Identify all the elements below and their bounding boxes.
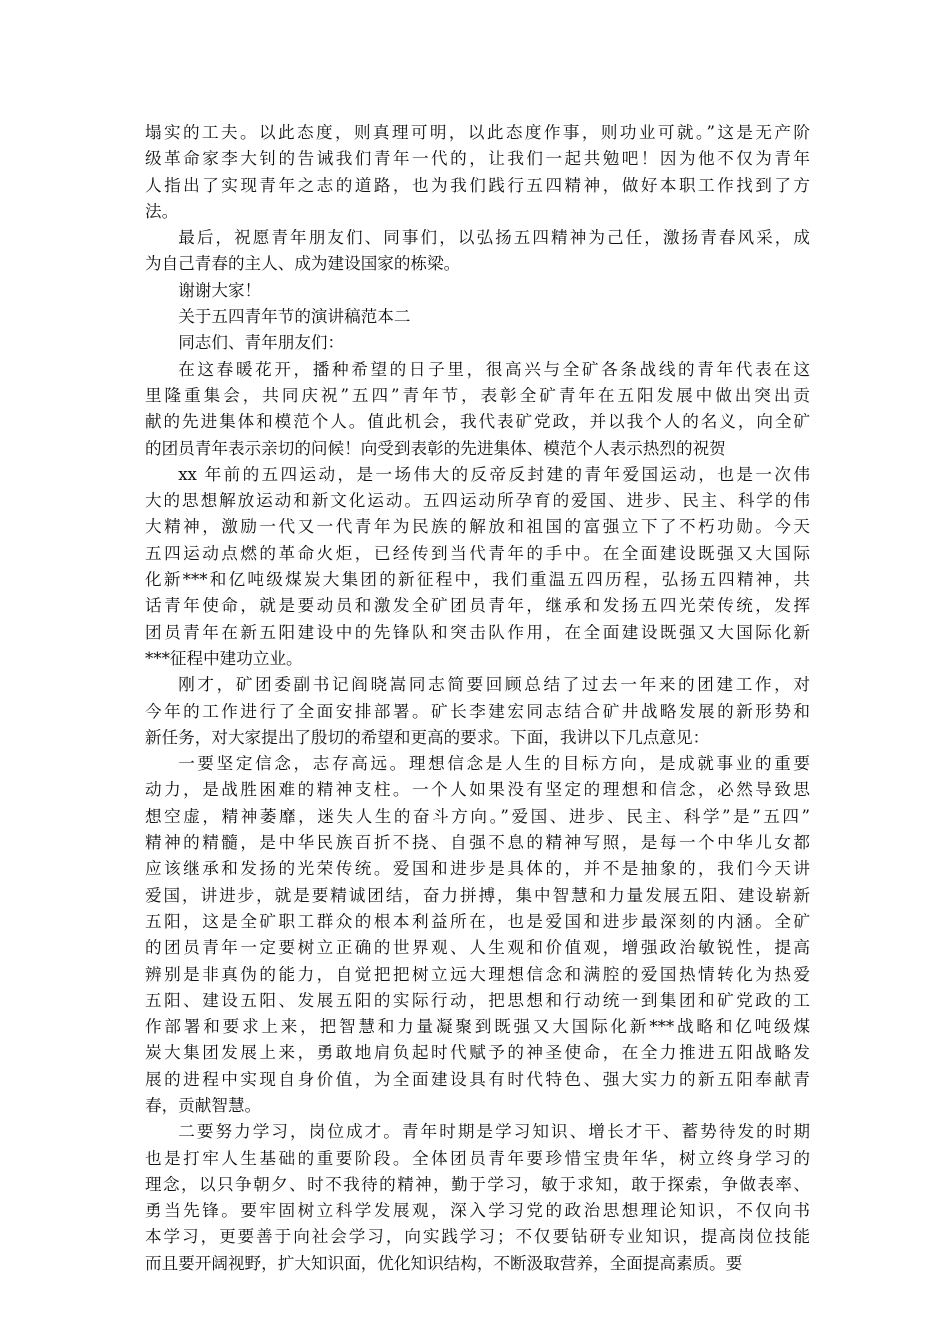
text-line: 同志们、青年朋友们： (178, 333, 345, 353)
text-line: 为自己青春的主人、成为建设国家的栋梁。 (145, 254, 461, 274)
text-line: 二要努力学习，岗位成才。青年时期是学习知识、增长才干、蓄势待发的时期 (178, 1122, 810, 1142)
text-line: 在这春暖花开，播种希望的日子里，很高兴与全矿各条战线的青年代表在这 (178, 359, 810, 379)
text-line: 大精神，激励一代又一代青年为民族的解放和祖国的富强立下了不朽功勋。今天 (145, 517, 810, 537)
text-line: 应该继承和发扬的光荣传统。爱国和进步是具体的，并不是抽象的，我们今天讲 (145, 859, 810, 879)
text-line: 刚才，矿团委副书记阎晓嵩同志简要回顾总结了过去一年来的团建工作，对 (178, 675, 810, 695)
text-line: 作部署和要求上来，把智慧和力量凝聚到既强又大国际化新***战略和亿吨级煤 (145, 1017, 810, 1037)
text-line: 辨别是非真伪的能力，自觉把把树立远大理想信念和满腔的爱国热情转化为热爱 (145, 964, 810, 984)
text-line: 里隆重集会，共同庆祝”五四”青年节，表彰全矿青年在五阳发展中做出突出贡 (145, 385, 810, 405)
paragraph (145, 751, 810, 1119)
text-line: 一要坚定信念，志存高远。理想信念是人生的目标方向，是成就事业的重要 (178, 754, 810, 774)
text-line: 勇当先锋。要牢固树立科学发展观，深入学习党的政治思想理论知识，不仅向书 (145, 1201, 810, 1221)
paragraph (145, 357, 810, 462)
text-line: 展的进程中实现自身价值，为全面建设具有时代特色、强大实力的新五阳奉献青 (145, 1069, 810, 1089)
text-line: 的团员青年一定要树立正确的世界观、人生观和价值观，增强政治敏锐性，提高 (145, 938, 810, 958)
paragraph (145, 225, 810, 278)
paragraph (145, 330, 810, 356)
paragraph (145, 304, 810, 330)
paragraph (145, 462, 810, 672)
text-line: 动力，是战胜困难的精神支柱。一个人如果没有坚定的理想和信念，必然导致思 (145, 780, 810, 800)
text-line: 新任务，对大家提出了殷切的希望和更高的要求。下面，我讲以下几点意见： (145, 727, 710, 747)
text-line: 也是打牢人生基础的重要阶段。全体团员青年要珍惜宝贵年华，树立终身学习的 (145, 1148, 810, 1168)
text-line: 话青年使命，就是要动员和激发全矿团员青年，继承和发扬五四光荣传统，发挥 (145, 596, 810, 616)
text-line: 想空虚，精神萎靡，迷失人生的奋斗方向。”爱国、进步、民主、科学”是”五四” (145, 806, 810, 826)
text-line: xx 年前的五四运动，是一场伟大的反帝反封建的青年爱国运动，也是一次伟 (178, 464, 810, 484)
paragraph (145, 1119, 810, 1277)
text-line: 塌实的工夫。以此态度，则真理可明，以此态度作事，则功业可就。”这是无产阶 (145, 123, 810, 142)
text-line: 大的思想解放运动和新文化运动。五四运动所孕育的爱国、进步、民主、科学的伟 (145, 491, 810, 511)
paragraph (145, 120, 810, 225)
text-line: 的团员青年表示亲切的问候！向受到表彰的先进集体、模范个人表示热烈的祝贺 (145, 438, 726, 458)
text-line: 最后，祝愿青年朋友们、同事们，以弘扬五四精神为己任，激扬青春风采，成 (178, 228, 810, 248)
text-line: 关于五四青年节的演讲稿范本二 (178, 307, 411, 327)
text-line: 五阳、建设五阳、发展五阳的实际行动，把思想和行动统一到集团和矿党政的工 (145, 990, 810, 1010)
paragraph (145, 278, 810, 304)
text-line: 法。 (145, 201, 179, 221)
text-line: 团员青年在新五阳建设中的先锋队和突击队作用，在全面建设既强又大国际化新 (145, 622, 810, 642)
text-line: 炭大集团发展上来，勇敢地肩负起时代赋予的神圣使命，在全力推进五阳战略发 (145, 1043, 810, 1063)
document-body (145, 120, 810, 1277)
text-line: ***征程中建功立业。 (145, 648, 303, 668)
text-line: 五阳，这是全矿职工群众的根本利益所在，也是爱国和进步最深刻的内涵。全矿 (145, 911, 810, 931)
text-line: 爱国，讲进步，就是要精诚团结，奋力拼搏，集中智慧和力量发展五阳、建设崭新 (145, 885, 810, 905)
paragraph (145, 672, 810, 751)
text-line: 人指出了实现青年之志的道路，也为我们践行五四精神，做好本职工作找到了方 (145, 175, 810, 195)
text-line: 五四运动点燃的革命火炬，已经传到当代青年的手中。在全面建设既强又大国际 (145, 543, 810, 563)
text-line: 而且要开阔视野，扩大知识面，优化知识结构，不断汲取营养，全面提高素质。要 (145, 1253, 743, 1273)
text-line: 谢谢大家！ (178, 280, 262, 300)
text-line: 级革命家李大钊的告诫我们青年一代的，让我们一起共勉吧！因为他不仅为青年 (145, 149, 810, 169)
text-line: 精神的精髓，是中华民族百折不挠、自强不息的精神写照，是每一个中华儿女都 (145, 833, 810, 853)
text-line: 今年的工作进行了全面安排部署。矿长李建宏同志结合矿井战略发展的新形势和 (145, 701, 810, 721)
text-line: 春，贡献智慧。 (145, 1095, 262, 1115)
text-line: 献的先进集体和模范个人。值此机会，我代表矿党政，并以我个人的名义，向全矿 (145, 412, 810, 432)
text-line: 化新***和亿吨级煤炭大集团的新征程中，我们重温五四历程，弘扬五四精神，共 (145, 570, 810, 590)
text-line: 本学习，更要善于向社会学习，向实践学习；不仅要钻研专业知识，提高岗位技能 (145, 1227, 810, 1247)
text-line: 理念，以只争朝夕、时不我待的精神，勤于学习，敏于求知，敢于探索，争做表率、 (145, 1174, 810, 1194)
